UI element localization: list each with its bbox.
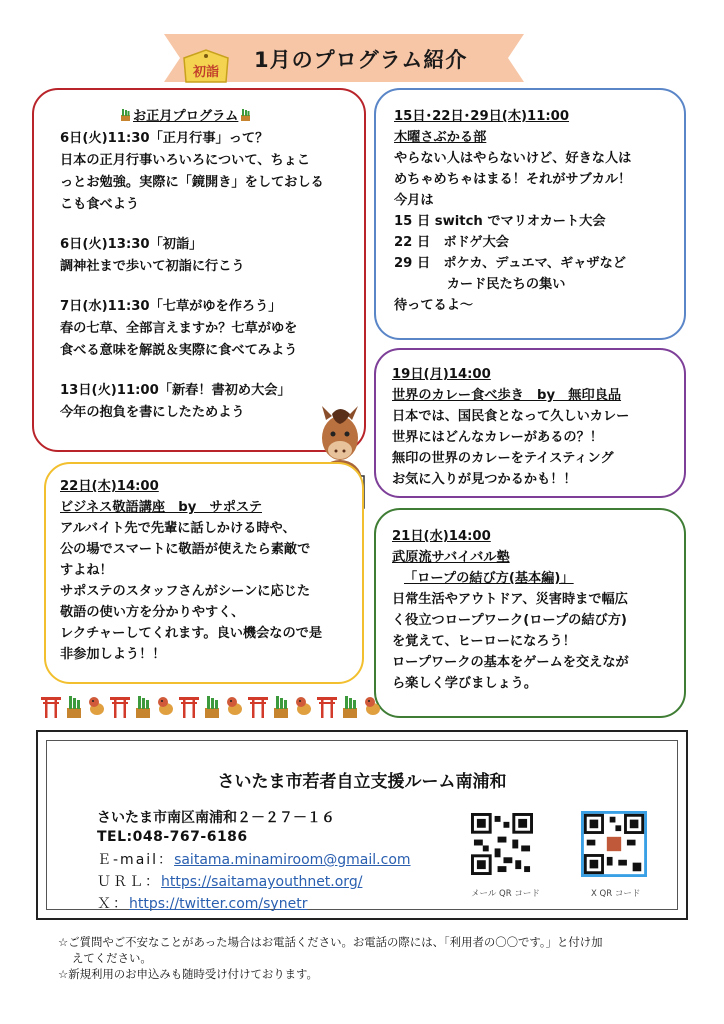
note-line: えてください。	[72, 951, 152, 965]
hatsumode-badge-icon	[178, 48, 234, 88]
event-title: 世界のカレー食べ歩き by 無印良品	[392, 388, 622, 403]
event-date: 19日(月)14:00	[392, 367, 491, 382]
phone-number: TEL:048-767-6186	[97, 829, 248, 845]
event-line: 日本では、国民食となって久しいカレー	[392, 409, 630, 424]
survival-body	[392, 526, 629, 694]
kadomatsu-icon	[132, 693, 154, 719]
contact-info-box	[36, 730, 688, 920]
event-title: ビジネス敬語講座 by サポステ	[60, 500, 262, 515]
torii-icon	[109, 693, 131, 719]
event-line: 今月は	[394, 193, 434, 208]
event-line: 22 日 ボドゲ大会	[394, 235, 509, 250]
event-line: を覚えて、ヒーローになろう！	[392, 634, 576, 649]
event-line: 15 日 switch でマリオカート大会	[394, 214, 606, 229]
event-date: 15日･22日･29日(木)11:00	[394, 109, 570, 124]
event-line: ら楽しく学びましょう。	[392, 676, 538, 691]
curry-body	[392, 364, 629, 490]
kadomatsu-icon	[241, 109, 250, 121]
url-row	[97, 871, 362, 891]
program-line: 調神社まで歩いて初詣に行こう	[60, 259, 245, 274]
kadomatsu-icon	[339, 693, 361, 719]
event-subtitle: 「ロープの結び方(基本編)」	[404, 571, 574, 586]
email-label: Ｅ-mail：	[97, 852, 175, 868]
horse-icon	[86, 693, 108, 719]
torii-icon	[247, 693, 269, 719]
email-link[interactable]: saitama.minamiroom@gmail.com	[174, 852, 411, 868]
x-label: Ｘ：	[97, 896, 129, 912]
event-line: 無印の世界のカレーをテイスティング	[392, 451, 614, 466]
event-line: レクチャーしてくれます。良い機会なので是	[60, 626, 323, 641]
program-line: 6日(火)13:30「初詣」	[60, 237, 203, 252]
event-line: やらない人はやらないけど、好きな人は	[394, 151, 632, 166]
x-qr-code-icon	[581, 811, 647, 877]
event-line: 公の場でスマートに敬語が使えたら素敵で	[60, 542, 311, 557]
email-qr-caption: メール QR コード	[471, 889, 540, 899]
spacer	[60, 362, 324, 380]
x-row	[97, 893, 307, 913]
event-title: 武原流サバイバル塾	[392, 550, 510, 565]
note-line: ☆新規利用のお申込みも随時受け付けております。	[58, 967, 318, 981]
note-line: ☆ご質問やご不安なことがあった場合はお電話ください。お電話の際には、「利用者の〇〇です。」と付け加	[58, 935, 603, 949]
program-line: 6日(火)11:30「正月行事」って？	[60, 131, 269, 146]
horse-icon	[293, 693, 315, 719]
program-line: 13日(火)11:00「新春！書初め大会」	[60, 383, 291, 398]
event-line: めちゃめちゃはまる！それがサブカル！	[394, 172, 632, 187]
page-title: 1月のプログラム紹介	[254, 48, 468, 72]
contact-info-inner	[46, 740, 678, 910]
website-link[interactable]: https://saitamayouthnet.org/	[161, 874, 363, 890]
program-line: 日本の正月行事いろいろについて、ちょこ	[60, 153, 311, 168]
event-line: 待ってるよ～	[394, 298, 474, 313]
event-line: サポステのスタッフさんがシーンに応じた	[60, 584, 311, 599]
event-line: カード民たちの集い	[394, 277, 566, 292]
x-qr-caption: X QR コード	[591, 889, 641, 899]
x-link[interactable]: https://twitter.com/synetr	[129, 896, 308, 912]
program-line: 今年の抱負を書にしたためよう	[60, 405, 245, 420]
spacer	[60, 278, 324, 296]
event-line: お気に入りが見つかるかも！！	[392, 472, 577, 487]
event-line: すよね！	[60, 563, 113, 578]
horse-icon	[362, 693, 384, 719]
keigo-body	[60, 476, 322, 665]
event-line: 敬語の使い方を分かりやすく、	[60, 605, 245, 620]
event-date: 22日(木)14:00	[60, 479, 159, 494]
badge-text: 初詣	[192, 65, 220, 80]
event-line: く役立つロープワーク(ロープの結び方)	[392, 613, 627, 628]
url-label: ＵＲＬ：	[97, 874, 161, 890]
torii-icon	[316, 693, 338, 719]
horse-icon	[224, 693, 246, 719]
event-date: 21日(水)14:00	[392, 529, 491, 544]
event-line: アルバイト先で先輩に話しかける時や、	[60, 521, 296, 536]
torii-icon	[40, 693, 62, 719]
event-line: 29 日 ポケカ、デュエマ、ギャザなど	[394, 256, 626, 271]
footer-notes	[58, 934, 603, 982]
event-line: ロープワークの基本をゲームを交えなが	[392, 655, 629, 670]
email-row	[97, 849, 411, 869]
horse-icon	[155, 693, 177, 719]
torii-icon	[178, 693, 200, 719]
event-line: 非参加しよう！！	[60, 647, 166, 662]
program-line: こも食べよう	[60, 197, 140, 212]
program-line: っとお勉強。実際に「鏡開き」をしておしる	[60, 175, 324, 190]
spacer	[60, 216, 324, 234]
new-year-body	[60, 128, 324, 424]
organization-name: さいたま市若者自立支援ルーム南浦和	[217, 772, 507, 792]
program-line: 7日(水)11:30「七草がゆを作ろう」	[60, 299, 282, 314]
event-line: 世界にはどんなカレーがあるの？！	[392, 430, 603, 445]
kadomatsu-icon	[121, 109, 130, 121]
kadomatsu-icon	[201, 693, 223, 719]
email-qr-code-icon	[471, 813, 533, 875]
kadomatsu-icon	[270, 693, 292, 719]
program-line: 食べる意味を解説＆実際に食べてみよう	[60, 343, 298, 358]
decoration-strip	[40, 693, 384, 721]
address: さいたま市南区南浦和２－２７－１６	[97, 810, 335, 826]
kadomatsu-icon	[63, 693, 85, 719]
event-title: 木曜さぶかる部	[394, 130, 487, 145]
subculture-body	[394, 106, 631, 316]
new-year-heading: お正月プログラム	[118, 106, 253, 127]
program-line: 春の七草、全部言えますか？七草がゆを	[60, 321, 298, 336]
event-line: 日常生活やアウトドア、災害時まで幅広	[392, 592, 628, 607]
